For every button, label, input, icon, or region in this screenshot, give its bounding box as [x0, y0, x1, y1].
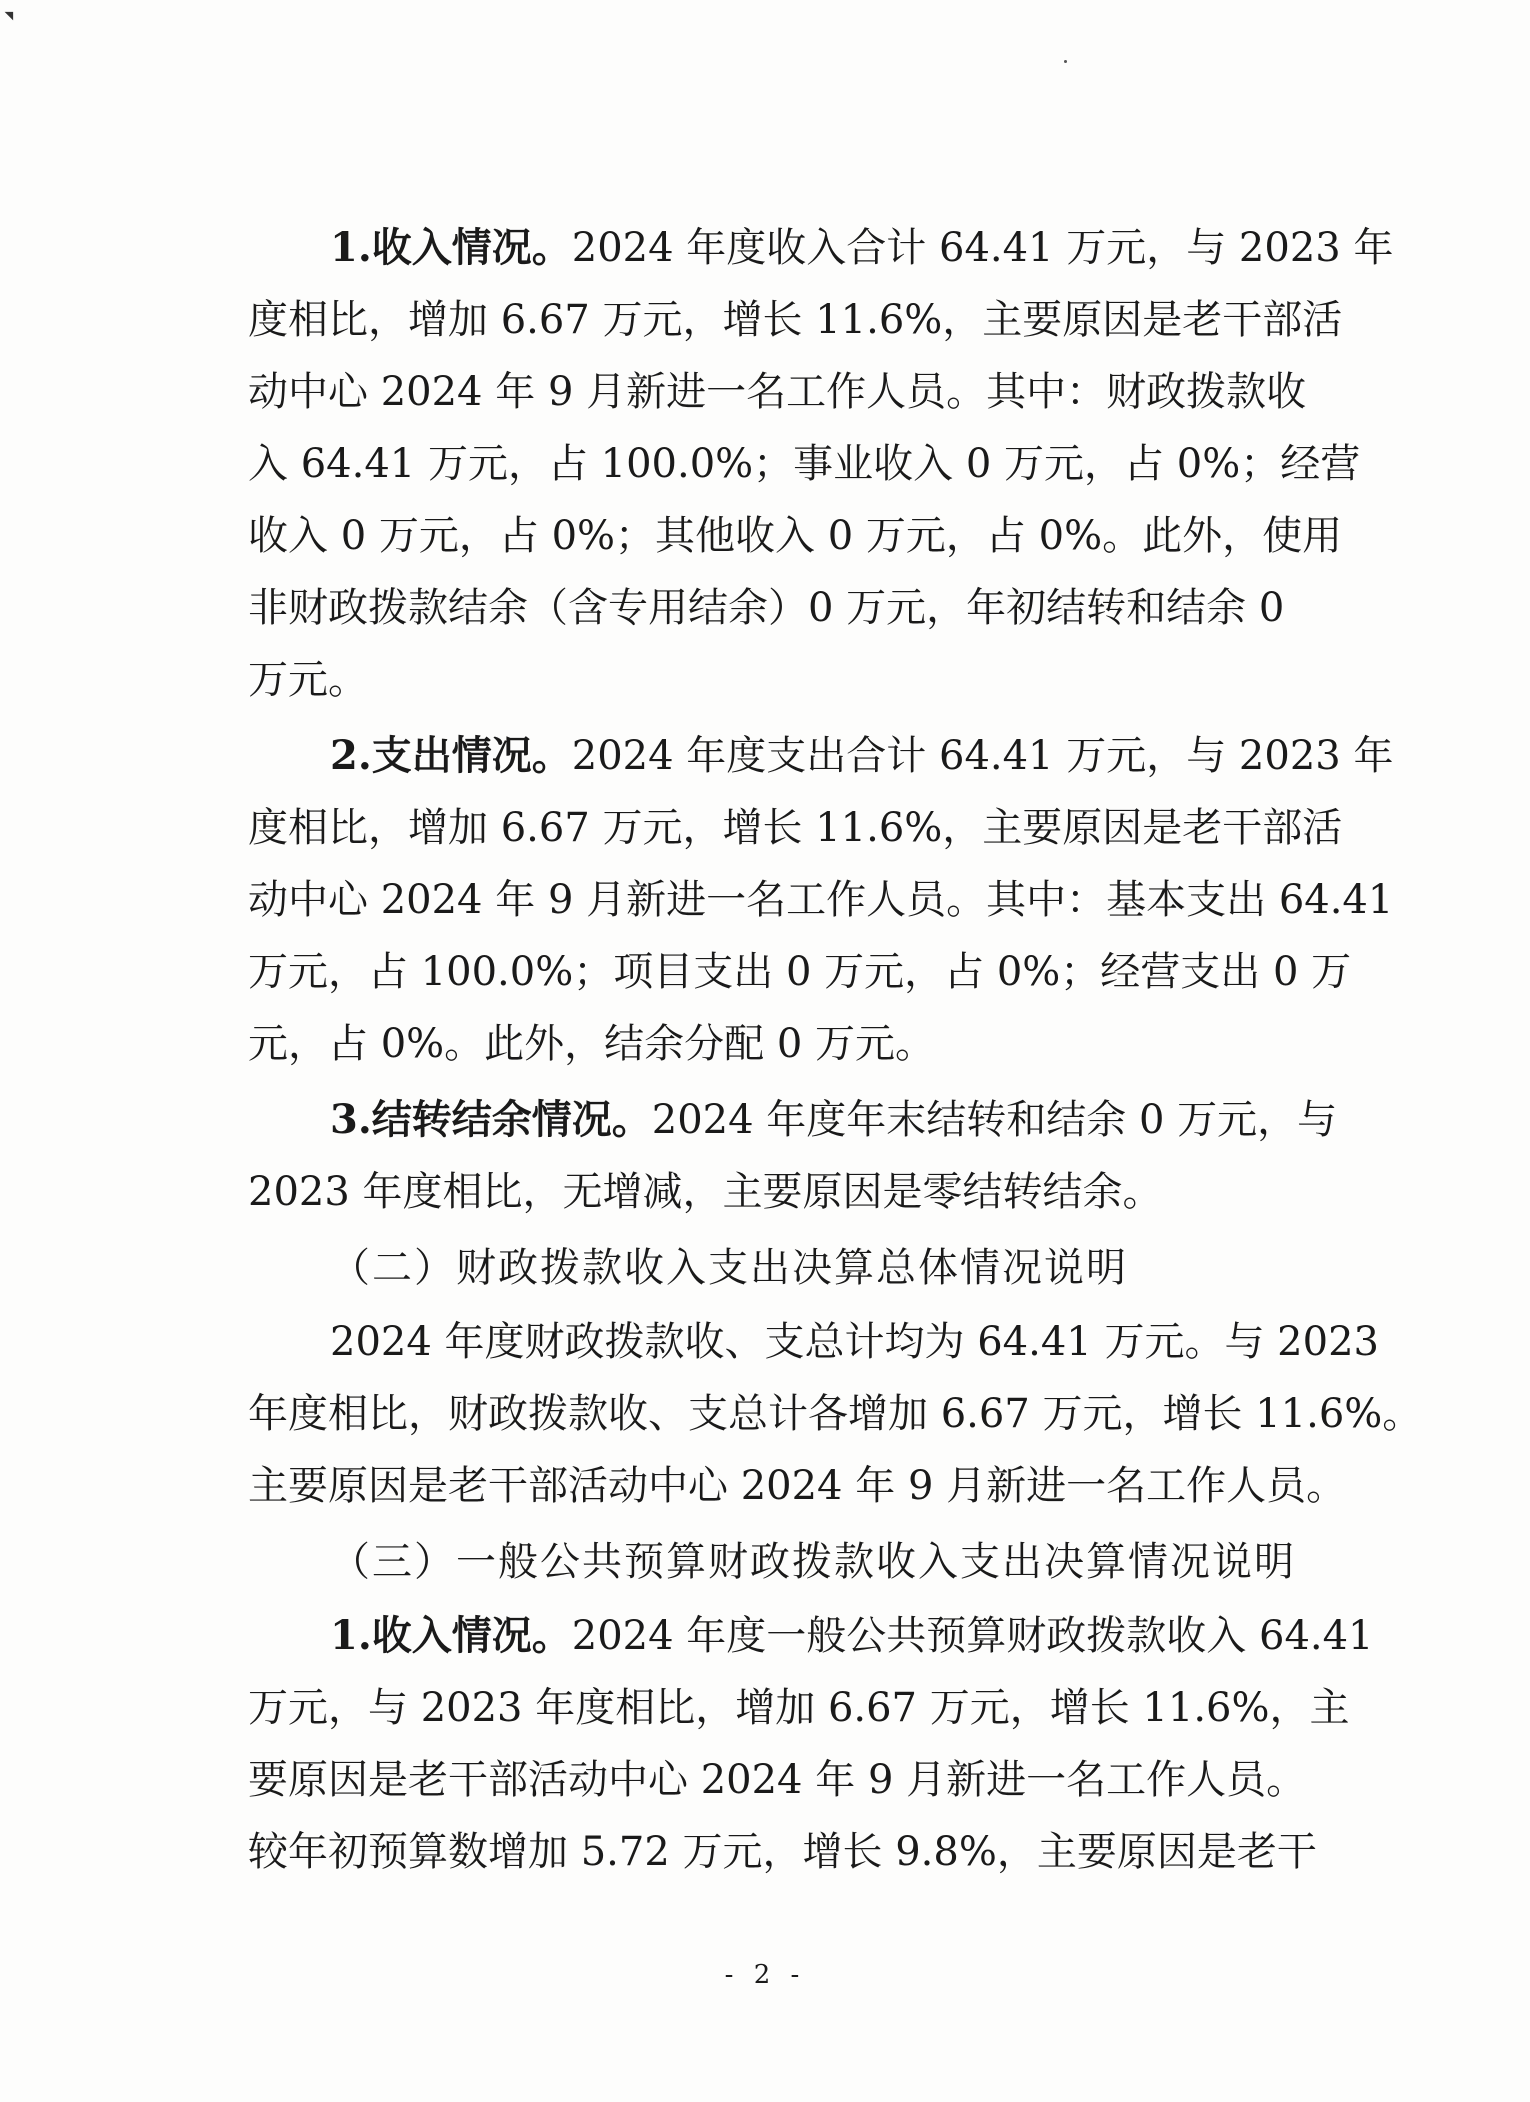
scan-speck	[1064, 60, 1067, 63]
p1-line-4: 入 64.41 万元，占 100.0%；事业收入 0 万元，占 0%；经营	[248, 441, 1361, 487]
p1-line-5: 收入 0 万元，占 0%；其他收入 0 万元，占 0%。此外，使用	[248, 513, 1343, 559]
p1-line-6: 非财政拨款结余（含专用结余）0 万元，年初结转和结余 0	[248, 585, 1285, 631]
page-number: - 2 -	[724, 1960, 806, 1990]
p1-line-1-text: 2024 年度收入合计 64.41 万元，与 2023 年	[571, 225, 1394, 271]
p3-line-1-text: 2024 年度年末结转和结余 0 万元，与	[651, 1097, 1338, 1143]
section-heading-3: （三）一般公共预算财政拨款收入支出决算情况说明	[330, 1539, 1296, 1585]
p5-line-1-text: 2024 年度一般公共预算财政拨款收入 64.41	[571, 1613, 1374, 1659]
p2-line-1	[330, 720, 1394, 792]
p1-line-3: 动中心 2024 年 9 月新进一名工作人员。其中：财政拨款收	[248, 369, 1307, 415]
p4-line-2: 年度相比，财政拨款收、支总计各增加 6.67 万元，增长 11.6%。	[248, 1391, 1423, 1437]
p1-line-7: 万元。	[248, 657, 368, 703]
p2-line-3: 动中心 2024 年 9 月新进一名工作人员。其中：基本支出 64.41	[248, 877, 1394, 923]
p2-line-5: 元，占 0%。此外，结余分配 0 万元。	[248, 1021, 936, 1067]
p4-line-1: 2024 年度财政拨款收、支总计均为 64.41 万元。与 2023	[330, 1319, 1379, 1365]
p2-line-4: 万元，占 100.0%；项目支出 0 万元，占 0%；经营支出 0 万	[248, 949, 1352, 995]
scan-corner-mark	[5, 8, 18, 21]
p5-line-3: 要原因是老干部活动中心 2024 年 9 月新进一名工作人员。	[248, 1757, 1307, 1803]
p1-line-2: 度相比，增加 6.67 万元，增长 11.6%，主要原因是老干部活	[248, 297, 1343, 343]
p5-line-2: 万元，与 2023 年度相比，增加 6.67 万元，增长 11.6%，主	[248, 1685, 1350, 1731]
p5-line-4: 较年初预算数增加 5.72 万元，增长 9.8%，主要原因是老干	[248, 1829, 1317, 1875]
p5-line-1	[330, 1600, 1374, 1672]
p1-lead: 1.收入情况。	[330, 224, 572, 271]
section-heading-2: （二）财政拨款收入支出决算总体情况说明	[330, 1245, 1128, 1291]
p2-lead: 2.支出情况。	[330, 732, 572, 779]
p1-line-1	[330, 212, 1394, 284]
p3-line-2: 2023 年度相比，无增减，主要原因是零结转结余。	[248, 1169, 1163, 1215]
p3-line-1	[330, 1084, 1338, 1156]
p3-lead: 3.结转结余情况。	[330, 1096, 652, 1143]
p4-line-3: 主要原因是老干部活动中心 2024 年 9 月新进一名工作人员。	[248, 1463, 1347, 1509]
p5-lead: 1.收入情况。	[330, 1612, 572, 1659]
p2-line-1-text: 2024 年度支出合计 64.41 万元，与 2023 年	[571, 733, 1394, 779]
p2-line-2: 度相比，增加 6.67 万元，增长 11.6%，主要原因是老干部活	[248, 805, 1343, 851]
